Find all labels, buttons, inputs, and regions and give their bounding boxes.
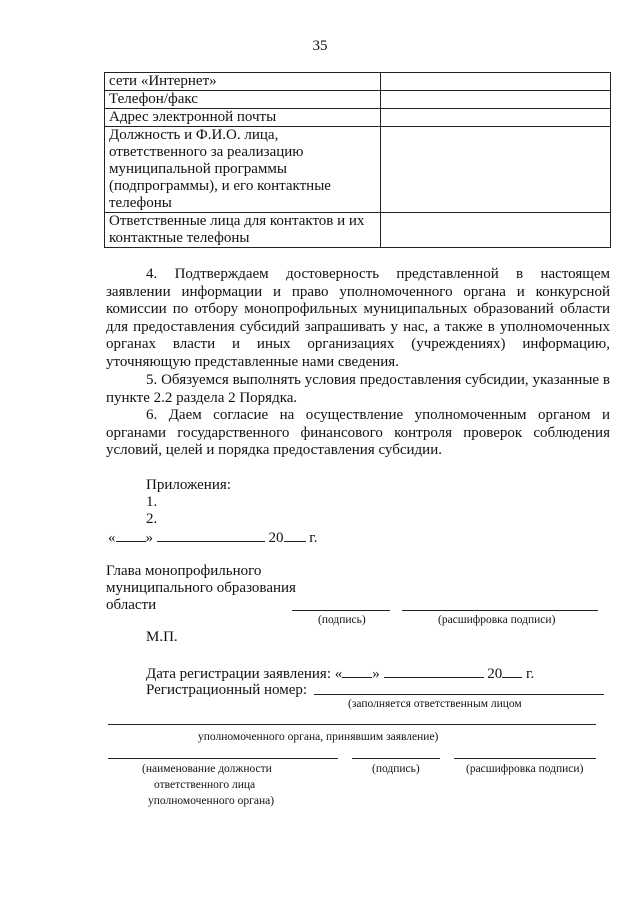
page-number: 35 — [312, 38, 328, 54]
registration-day-blank — [342, 664, 372, 678]
bottom-decoding-line — [454, 758, 596, 759]
table-cell-value — [381, 73, 611, 91]
bottom-signature-caption: (подпись) — [372, 763, 420, 775]
registration-number-line — [314, 694, 604, 695]
date-month-blank — [157, 528, 265, 542]
table-row — [105, 127, 611, 213]
paragraph-5: 5. Обязуемся выполнять условия предоставления субсидии, указанные в пункте 2.2 раздела 2 Порядка. — [106, 372, 610, 406]
registration-date-label: Дата регистрации заявления: — [146, 666, 332, 682]
registration-year-prefix: 20 — [487, 666, 503, 682]
registration-date-line — [146, 664, 534, 683]
table-cell-label: Должность и Ф.И.О. лица, ответственного за реализацию муниципальной программы (подпрограммы), и его контактные телефоны — [105, 127, 381, 213]
table-cell-value — [381, 127, 611, 213]
head-decoding-caption: (расшифровка подписи) — [438, 614, 556, 626]
head-title-line-3: области — [106, 597, 157, 613]
date-year-prefix: 20 — [268, 530, 284, 546]
attachment-item-2: 2. — [146, 511, 158, 527]
head-signature-line — [292, 610, 390, 611]
table-row — [105, 109, 611, 127]
date-line — [108, 528, 317, 547]
position-caption-line-2: ответственного лица — [154, 779, 256, 791]
table-cell-value — [381, 213, 611, 248]
table-cell-label: Телефон/факс — [105, 91, 381, 109]
date-year-suffix: г. — [309, 530, 318, 546]
registration-month-blank — [384, 664, 484, 678]
table-cell-label: сети «Интернет» — [105, 73, 381, 91]
table-row — [105, 213, 611, 248]
date-open-quote: « — [108, 530, 116, 546]
table-cell-value — [381, 91, 611, 109]
attachments-title: Приложения: — [146, 477, 231, 493]
registration-number-label: Регистрационный номер: — [146, 682, 308, 698]
registration-open-quote: « — [334, 666, 343, 682]
registration-close-quote: » — [372, 666, 380, 682]
head-signature-caption: (подпись) — [318, 614, 366, 626]
date-year-blank — [284, 528, 306, 542]
contact-info-table — [104, 72, 611, 248]
paragraph-6: 6. Даем согласие на осуществление уполномоченным органом и органами государственного финансового контроля проверок соблюдения условий, целей и порядка предоставления субсидии. — [106, 407, 610, 459]
table-cell-value — [381, 109, 611, 127]
table-row — [105, 91, 611, 109]
head-title-line-1: Глава монопрофильного — [106, 563, 262, 579]
table-cell-label: Адрес электронной почты — [105, 109, 381, 127]
position-line — [108, 758, 338, 759]
date-close-quote: » — [145, 530, 153, 546]
attachment-item-1: 1. — [146, 494, 158, 510]
responsible-person-caption: уполномоченного органа, принявшим заявление) — [198, 731, 439, 743]
paragraph-4: 4. Подтверждаем достоверность представленной в настоящем заявлении информации и право уполномоченного органа и конкурсной комиссии по отбору монопрофильных муниципальных образований области для предоставления субсидий запрашивать у нас, а также в уполномоченных органах власти и иных организациях (учреждениях) информацию, уточняющую представленные нами сведения. — [106, 266, 610, 370]
bottom-signature-line — [352, 758, 440, 759]
bottom-decoding-caption: (расшифровка подписи) — [466, 763, 584, 775]
registration-year-blank — [502, 664, 522, 678]
registration-number-caption: (заполняется ответственным лицом — [348, 698, 522, 710]
head-title-line-2: муниципального образования — [106, 580, 296, 596]
position-caption-line-3: уполномоченного органа) — [148, 795, 275, 807]
head-decoding-line — [402, 610, 598, 611]
stamp-label: М.П. — [146, 629, 178, 645]
table-cell-label: Ответственные лица для контактов и их контактные телефоны — [105, 213, 381, 248]
table-row — [105, 73, 611, 91]
registration-year-suffix: г. — [526, 666, 535, 682]
responsible-person-line — [108, 724, 596, 725]
position-caption-line-1: (наименование должности — [142, 763, 272, 775]
date-day-blank — [116, 528, 146, 542]
